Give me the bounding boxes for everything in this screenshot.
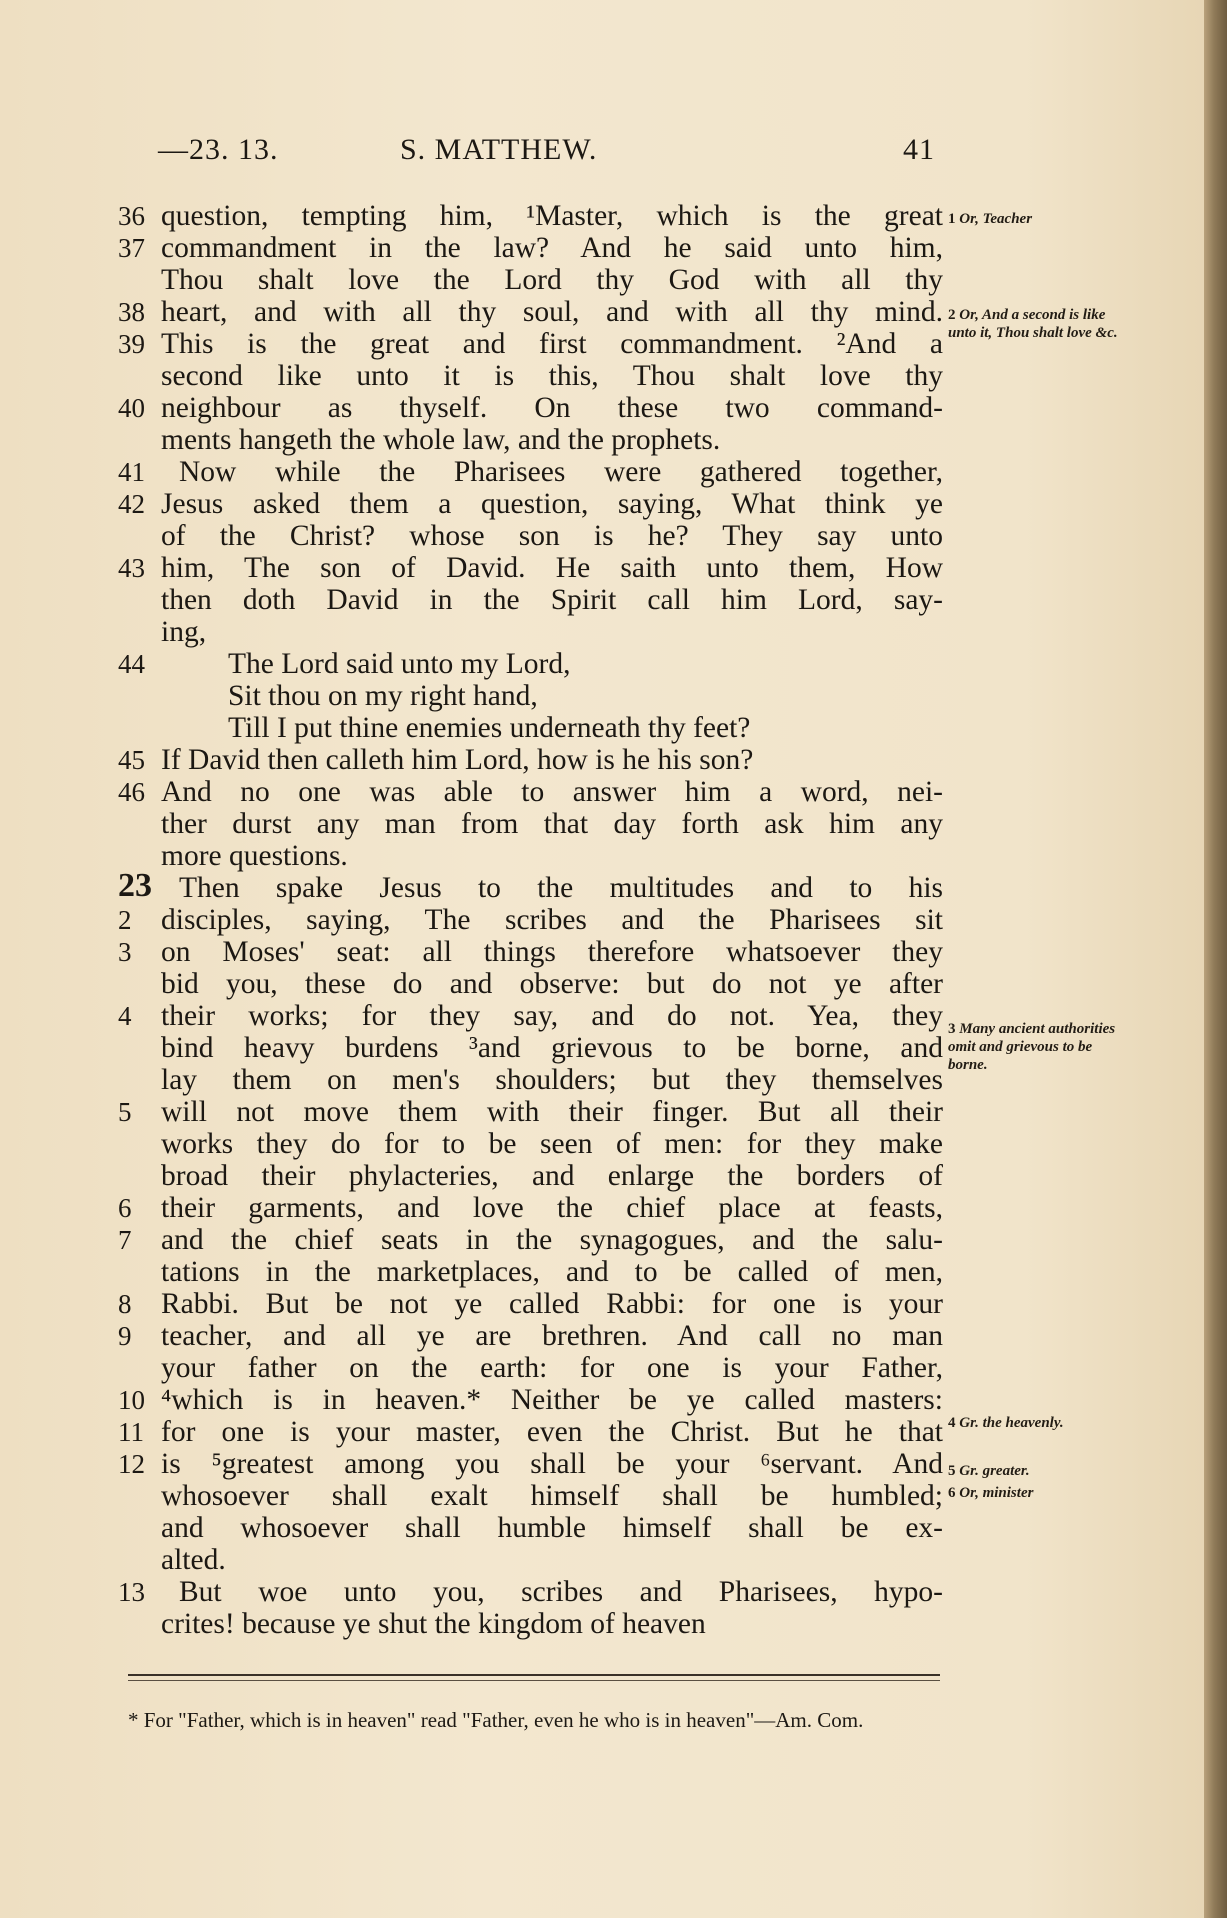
text-line	[118, 904, 943, 936]
line-text: Now while the Pharisees were gathered together,	[179, 456, 943, 488]
line-text: bind heavy burdens ³and grievous to be borne, and	[161, 1032, 943, 1064]
text-line	[118, 744, 943, 776]
line-text: alted.	[161, 1544, 226, 1576]
margin-note-6	[948, 1484, 1133, 1502]
line-text: tations in the marketplaces, and to be called of men,	[161, 1256, 943, 1288]
text-line	[118, 776, 943, 808]
text-line	[118, 1128, 943, 1160]
line-text: will not move them with their finger. But all their	[161, 1096, 943, 1128]
margin-note-text: Gr. the heavenly.	[959, 1415, 1064, 1431]
line-text: This is the great and first commandment. ²And a	[161, 328, 943, 360]
verse-number: 44	[118, 649, 145, 679]
verse-number: 41	[118, 457, 145, 487]
line-text: is ⁵greatest among you shall be your ⁶servant. And	[161, 1448, 943, 1480]
verse-number: 5	[118, 1097, 132, 1127]
verse-number: 2	[118, 905, 132, 935]
line-text: then doth David in the Spirit call him Lord, say-	[161, 584, 943, 616]
text-line	[118, 680, 943, 712]
text-line	[118, 264, 943, 296]
text-line	[118, 712, 943, 744]
margin-note-2	[948, 306, 1133, 342]
scripture-text	[118, 200, 943, 1640]
line-text: Sit thou on my right hand,	[228, 680, 538, 712]
line-text: bid you, these do and observe: but do not ye after	[161, 968, 943, 1000]
margin-note-text: Or, Teacher	[959, 211, 1033, 227]
verse-number: 43	[118, 553, 145, 583]
margin-note-number: 6	[948, 1485, 956, 1501]
text-line	[118, 520, 943, 552]
line-text: If David then calleth him Lord, how is he his son?	[161, 744, 754, 776]
line-text: for one is your master, even the Christ. But he that	[161, 1416, 943, 1448]
text-line	[118, 1192, 943, 1224]
text-line	[118, 232, 943, 264]
text-line	[118, 648, 943, 680]
line-text: ments hangeth the whole law, and the prophets.	[161, 424, 721, 456]
line-text: ther durst any man from that day forth ask him any	[161, 808, 943, 840]
line-text: of the Christ? whose son is he? They say unto	[161, 520, 943, 552]
line-text: Till I put thine enemies underneath thy feet?	[228, 712, 751, 744]
text-line	[118, 1448, 943, 1480]
line-text: teacher, and all ye are brethren. And call no man	[161, 1320, 943, 1352]
text-line	[118, 1000, 943, 1032]
text-line	[118, 1544, 943, 1576]
text-line	[118, 968, 943, 1000]
line-text: disciples, saying, The scribes and the Pharisees sit	[161, 904, 943, 936]
text-line	[118, 808, 943, 840]
text-line	[118, 456, 943, 488]
verse-number: 36	[118, 201, 145, 231]
line-text: But woe unto you, scribes and Pharisees, hypo-	[179, 1576, 943, 1608]
margin-note-number: 4	[948, 1415, 956, 1431]
text-line	[118, 616, 943, 648]
text-line	[118, 488, 943, 520]
verse-number: 3	[118, 937, 132, 967]
footnote: * For "Father, which is in heaven" read "Father, even he who is in heaven"—Am. Com.	[128, 1708, 864, 1732]
running-header	[158, 133, 938, 173]
verse-number: 11	[118, 1417, 144, 1447]
line-text: lay them on men's shoulders; but they themselves	[161, 1064, 943, 1096]
text-line	[118, 1416, 943, 1448]
text-line	[118, 936, 943, 968]
line-text: crites! because ye shut the kingdom of heaven	[161, 1608, 706, 1640]
text-line	[118, 200, 943, 232]
line-text: neighbour as thyself. On these two command-	[161, 392, 943, 424]
margin-note-1	[948, 210, 1133, 228]
text-line	[118, 1288, 943, 1320]
margin-note-text: Or, And a second is like unto it, Thou shalt love &c.	[948, 307, 1118, 341]
header-verse-range: —23. 13.	[158, 133, 279, 166]
verse-number: 40	[118, 393, 145, 423]
text-line	[118, 1224, 943, 1256]
text-line	[118, 1032, 943, 1064]
text-line	[118, 328, 943, 360]
line-text: The Lord said unto my Lord,	[228, 648, 571, 680]
text-line	[118, 1096, 943, 1128]
line-text: more questions.	[161, 840, 348, 872]
margin-note-number: 3	[948, 1021, 956, 1037]
text-line	[118, 1608, 943, 1640]
line-text: Rabbi. But be not ye called Rabbi: for one is your	[161, 1288, 943, 1320]
verse-number: 38	[118, 297, 145, 327]
line-text: whosoever shall exalt himself shall be humbled;	[161, 1480, 943, 1512]
text-line	[118, 1512, 943, 1544]
verse-number: 23	[118, 867, 152, 904]
margin-note-3	[948, 1020, 1133, 1074]
margin-note-4	[948, 1414, 1133, 1432]
verse-number: 4	[118, 1001, 132, 1031]
line-text: works they do for to be seen of men: for they make	[161, 1128, 943, 1160]
line-text: Thou shalt love the Lord thy God with all thy	[161, 264, 943, 296]
text-line	[118, 584, 943, 616]
text-line	[118, 840, 943, 872]
line-text: Jesus asked them a question, saying, What think ye	[161, 488, 943, 520]
line-text: their works; for they say, and do not. Yea, they	[161, 1000, 943, 1032]
margin-note-text: Many ancient authorities omit and grievous to be borne.	[948, 1021, 1116, 1073]
margin-note-text: Gr. greater.	[959, 1463, 1030, 1479]
text-line	[118, 552, 943, 584]
verse-number: 10	[118, 1385, 145, 1415]
line-text: ⁴which is in heaven.* Neither be ye called masters:	[161, 1384, 943, 1416]
text-line	[118, 296, 943, 328]
line-text: on Moses' seat: all things therefore whatsoever they	[161, 936, 943, 968]
text-line	[118, 1320, 943, 1352]
line-text: and whosoever shall humble himself shall be ex-	[161, 1512, 943, 1544]
text-line	[118, 424, 943, 456]
line-text: ing,	[161, 616, 207, 648]
footnote-divider-thin	[128, 1680, 940, 1681]
verse-number: 37	[118, 233, 145, 263]
margin-note-number: 2	[948, 307, 956, 323]
verse-number: 42	[118, 489, 145, 519]
margin-note-5	[948, 1462, 1133, 1480]
margin-note-text: Or, minister	[959, 1485, 1034, 1501]
line-text: him, The son of David. He saith unto them, How	[161, 552, 943, 584]
text-line	[118, 392, 943, 424]
verse-number: 45	[118, 745, 145, 775]
line-text: their garments, and love the chief place at feasts,	[161, 1192, 943, 1224]
page-number: 41	[903, 133, 935, 166]
book-spine-edge	[1204, 0, 1227, 1918]
margin-note-number: 5	[948, 1463, 956, 1479]
verse-number: 6	[118, 1193, 132, 1223]
header-book-title: S. MATTHEW.	[400, 133, 598, 166]
line-text: second like unto it is this, Thou shalt love thy	[161, 360, 943, 392]
verse-number: 9	[118, 1321, 132, 1351]
verse-number: 39	[118, 329, 145, 359]
line-text: commandment in the law? And he said unto him,	[161, 232, 943, 264]
verse-number: 12	[118, 1449, 145, 1479]
line-text: Then spake Jesus to the multitudes and to his	[179, 872, 943, 904]
text-line	[118, 1256, 943, 1288]
line-text: and the chief seats in the synagogues, and the salu-	[161, 1224, 943, 1256]
text-line	[118, 867, 943, 904]
text-line	[118, 360, 943, 392]
text-line	[118, 1064, 943, 1096]
line-text: And no one was able to answer him a word, nei-	[161, 776, 943, 808]
line-text: heart, and with all thy soul, and with all thy mind.	[161, 296, 943, 328]
margin-note-number: 1	[948, 211, 956, 227]
line-text: question, tempting him, ¹Master, which is the great	[161, 200, 943, 232]
verse-number: 7	[118, 1225, 132, 1255]
footnote-divider	[128, 1674, 940, 1676]
text-line	[118, 1576, 943, 1608]
text-line	[118, 1160, 943, 1192]
text-line	[118, 1384, 943, 1416]
verse-number: 13	[118, 1577, 145, 1607]
text-line	[118, 1480, 943, 1512]
line-text: your father on the earth: for one is your Father,	[161, 1352, 943, 1384]
line-text: broad their phylacteries, and enlarge the borders of	[161, 1160, 943, 1192]
verse-number: 46	[118, 777, 145, 807]
text-line	[118, 1352, 943, 1384]
verse-number: 8	[118, 1289, 132, 1319]
